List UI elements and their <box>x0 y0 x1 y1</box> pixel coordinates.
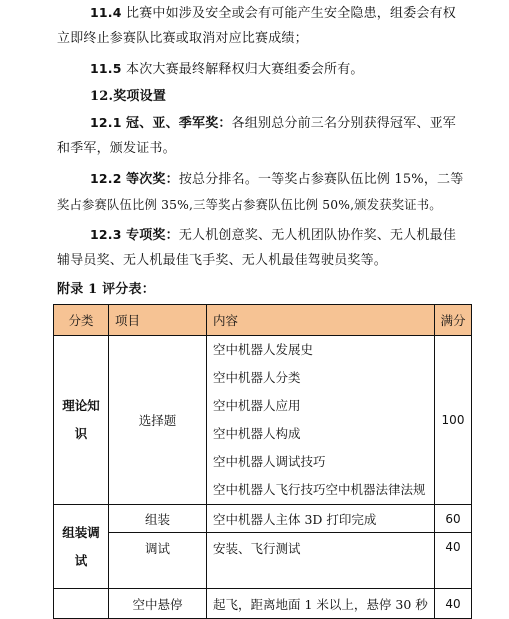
table-row-theory <box>54 336 472 505</box>
list-item: 空中机器人飞行技巧空中机器法律法规 <box>213 482 426 497</box>
clause-bold-label: 专项奖： <box>126 228 179 243</box>
clause-number: 11.5 <box>90 61 122 76</box>
list-item: 空中机器人构成 <box>213 426 301 441</box>
clause-number: 12.2 <box>90 171 122 186</box>
clause-text: 比赛中如涉及安全或会有可能产生安全隐患，组委会有权 <box>126 6 457 21</box>
list-item: 空中机器人分类 <box>213 370 301 385</box>
paragraph-11-4-line1 <box>90 4 456 23</box>
paragraph-11-5 <box>90 60 364 79</box>
score-assembly: 60 <box>435 505 472 533</box>
paragraph-12-2-line1 <box>90 170 463 189</box>
clause-text: 按总分排名。一等奖占参赛队伍比例 15%，二等 <box>178 172 464 187</box>
content-hover: 起飞，距离地面 1 米以上，悬停 30 秒 <box>207 589 435 619</box>
score-table <box>53 304 472 619</box>
category-theory: 理论知识 <box>54 336 109 505</box>
header-content: 内容 <box>207 305 435 336</box>
section-12-title: 12.奖项设置 <box>90 89 167 104</box>
theory-content-list <box>207 336 435 505</box>
paragraph-12-3-line1 <box>90 226 456 245</box>
content-debug: 安装、飞行测试 <box>207 533 435 589</box>
clause-bold-label: 冠、亚、季军奖： <box>126 116 232 131</box>
project-choice: 选择题 <box>109 336 207 505</box>
list-item: 空中机器人应用 <box>213 398 301 413</box>
header-score: 满分 <box>435 305 472 336</box>
table-row-hover <box>54 589 472 619</box>
list-item: 空中机器人调试技巧 <box>213 454 326 469</box>
header-project: 项目 <box>109 305 207 336</box>
paragraph-12-3-line2: 辅导员奖、无人机最佳飞手奖、无人机最佳驾驶员奖等。 <box>57 253 388 268</box>
paragraph-12-1-line2: 和季军，颁发证书。 <box>57 141 176 156</box>
paragraph-11-4-line2: 立即终止参赛队比赛或取消对应比赛成绩； <box>57 31 308 46</box>
project-assembly: 组装 <box>109 505 207 533</box>
clause-text: 无人机创意奖、无人机团队协作奖、无人机最佳 <box>178 228 457 243</box>
clause-number: 11.4 <box>90 5 122 20</box>
project-debug: 调试 <box>109 533 207 589</box>
clause-number: 12.1 <box>90 115 122 130</box>
clause-text: 各组别总分前三名分别获得冠军、亚军 <box>231 116 457 131</box>
category-empty <box>54 589 109 619</box>
clause-number: 12.3 <box>90 227 122 242</box>
header-category: 分类 <box>54 305 109 336</box>
score-hover: 40 <box>435 589 472 619</box>
table-row-debug <box>54 533 472 589</box>
paragraph-12-1-line1 <box>90 114 456 133</box>
table-row-assembly <box>54 505 472 533</box>
score-debug: 40 <box>435 533 472 589</box>
paragraph-12-2-line2: 奖占参赛队伍比例 35%,三等奖占参赛队伍比例 50%,颁发获奖证书。 <box>57 198 442 212</box>
clause-bold-label: 等次奖： <box>126 172 179 187</box>
content-assembly: 空中机器人主体 3D 打印完成 <box>207 505 435 533</box>
appendix-title: 附录 1 评分表： <box>57 282 155 297</box>
category-assembly: 组装调试 <box>54 505 109 589</box>
project-hover: 空中悬停 <box>109 589 207 619</box>
clause-text: 本次大赛最终解释权归大赛组委会所有。 <box>126 62 364 77</box>
table-header-row <box>54 305 472 336</box>
score-theory: 100 <box>435 336 472 505</box>
list-item: 空中机器人发展史 <box>213 342 314 357</box>
